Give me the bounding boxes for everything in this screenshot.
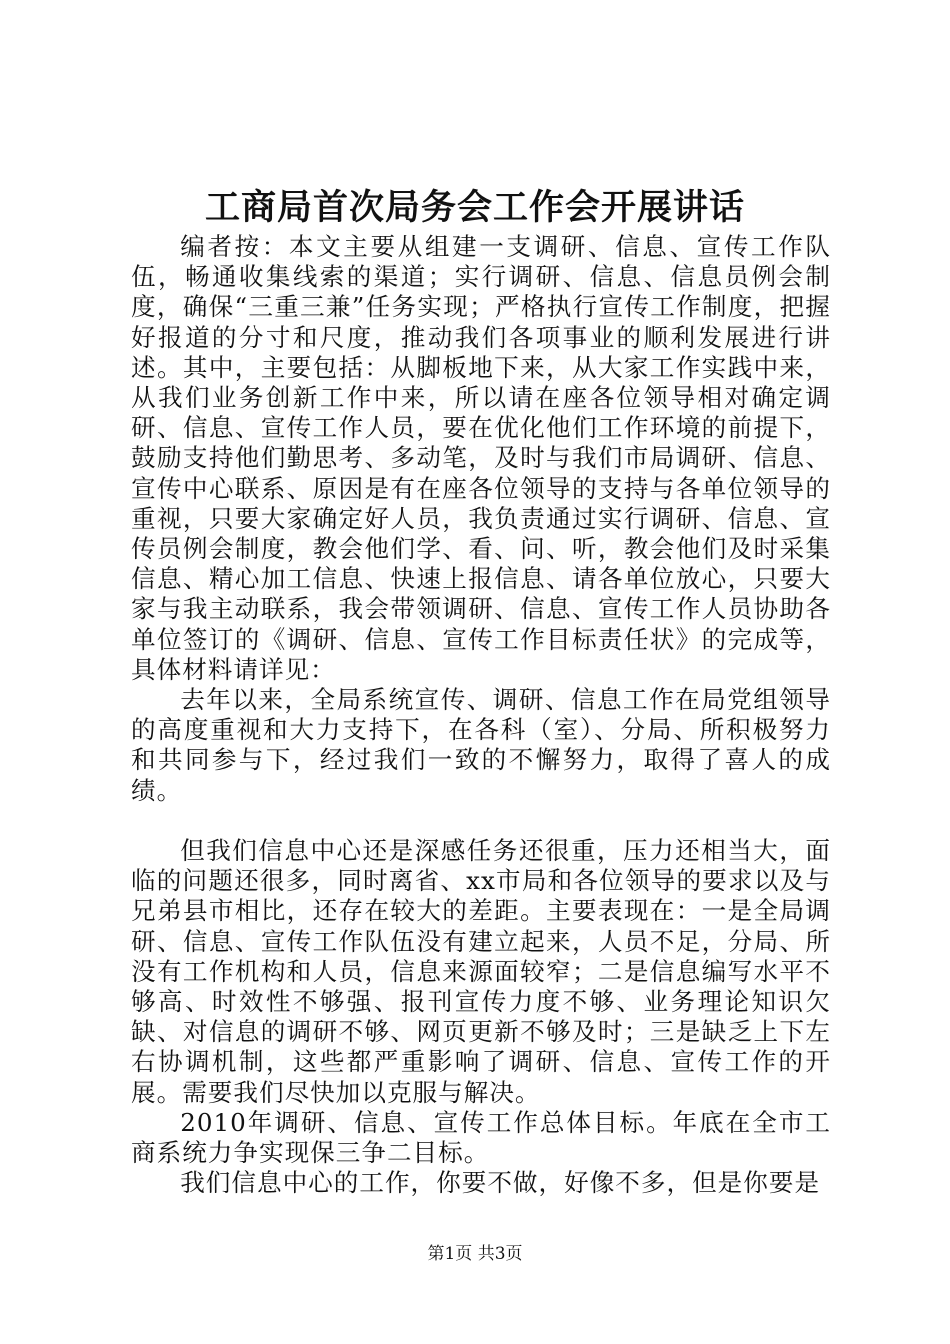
paragraph-achievements: 去年以来，全局系统宣传、调研、信息工作在局党组领导的高度重视和大力支持下，在各科（室）、分局、所积极努力和共同参与下，经过我们一致的不懈努力，取得了喜人的成绩。 <box>131 685 831 805</box>
document-body <box>131 232 831 1198</box>
paragraph-continuation: 我们信息中心的工作，你要不做，好像不多，但是你要是 <box>180 1168 821 1198</box>
page-number: 第1页 共3页 <box>427 1244 523 1264</box>
paragraph-editor-note: 编者按：本文主要从组建一支调研、信息、宣传工作队伍，畅通收集线索的渠道；实行调研、信息、信息员例会制度，确保“三重三兼”任务实现；严格执行宣传工作制度，把握好报道的分寸和尺度，推动我们各项事业的顺利发展进行讲述。其中，主要包括：从脚板地下来，从大家工作实践中来，从我们业务创新工作中来，所以请在座各位领导相对确定调研、信息、宣传工作人员，要在优化他们工作环境的前提下，鼓励支持他们勤思考、多动笔，及时与我们市局调研、信息、宣传中心联系、原因是有在座各位领导的支持与各单位领导的重视，只要大家确定好人员，我负责通过实行调研、信息、宣传员例会制度，教会他们学、看、问、听，教会他们及时采集信息、精心加工信息、快速上报信息、请各单位放心，只要大家与我主动联系，我会带领调研、信息、宣传工作人员协助各单位签订的《调研、信息、宣传工作目标责任状》的完成等，具体材料请详见： <box>131 232 831 684</box>
paragraph-problems: 但我们信息中心还是深感任务还很重，压力还相当大，面临的问题还很多，同时离省、xx市局和各位领导的要求以及与兄弟县市相比，还存在较大的差距。主要表现在：一是全局调研、信息、宣传工作队伍没有建立起来，人员不足，分局、所没有工作机构和人员，信息来源面较窄；二是信息编写水平不够高、时效性不够强、报刊宣传力度不够、业务理论知识欠缺、对信息的调研不够、网页更新不够及时；三是缺乏上下左右协调机制，这些都严重影响了调研、信息、宣传工作的开展。需要我们尽快加以克服与解决。 <box>131 836 831 1107</box>
document-title: 工商局首次局务会工作会开展讲话 <box>204 187 745 228</box>
paragraph-goals: 2010年调研、信息、宣传工作总体目标。年底在全市工商系统力争实现保三争二目标。 <box>131 1107 831 1168</box>
